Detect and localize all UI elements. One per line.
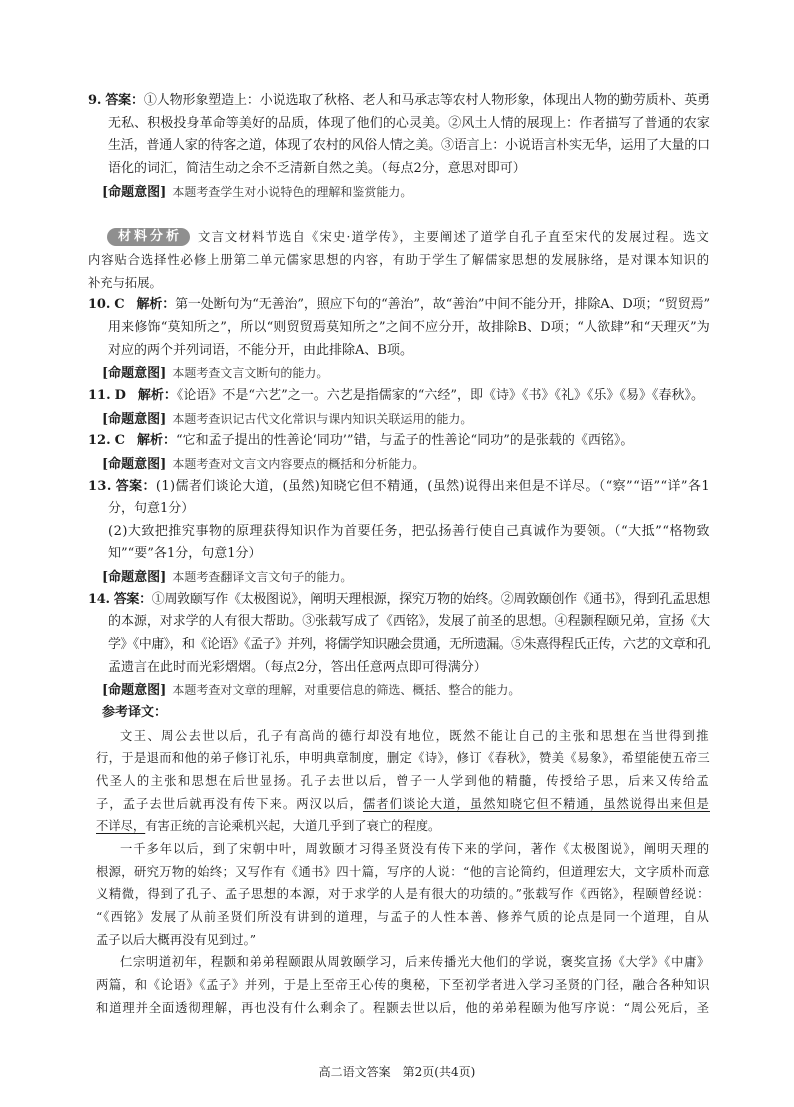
p2-line-1: 一千多年以后，到了宋朝中叶，周敦颐才习得圣贤没有传下来的学问，著作《太极图说》，阐明天理的: [120, 842, 710, 856]
p1-line-3: 代圣人的主张和思想在后世显扬。孔子去世以后，曾子一人学到他的精髓，传授给子思，后来又传给孟: [96, 774, 710, 789]
underlined-text: 不详尽，: [96, 819, 146, 834]
intent-text: 本题考查对文章的理解，对重要信息的筛选、概括、整合的能力。: [172, 683, 521, 698]
q14-line-1: [88, 589, 710, 612]
p1-line-5: [96, 815, 710, 838]
intent-label: [命题意图]: [102, 184, 167, 200]
answer-label: 答案：: [115, 478, 156, 494]
q13-intent: [102, 566, 794, 589]
q10-line-3: 对应的两个并列词语，不能分开，由此排除A、B项。: [108, 342, 413, 358]
q9-intent: [102, 181, 794, 204]
q13-line-4: 知”“要”各1分，句意1分）: [108, 546, 262, 562]
q9-line-1: [88, 90, 710, 113]
q9-line-3: 生活，普通人家的待客之道，体现了农村的风俗人情之美。③语言上：小说语言朴实无华，运用了大量的口: [108, 138, 710, 154]
question-number: 14.: [88, 591, 110, 607]
material-analysis-badge: 材料分析: [107, 228, 190, 246]
answer-choice: C: [114, 433, 125, 449]
analysis-text: “它和孟子提出的性善论‘同功’”错，与孟子的性善论“同功”的是张载的《西铭》。: [176, 433, 634, 449]
answer-text: ①人物形象塑造上：小说选取了秋格、老人和马承志等农村人物形象，体现出人物的勤劳质朴、英勇: [143, 93, 710, 108]
q14-intent: [102, 679, 794, 702]
q14-line-4: 孟遗言在此时而光彩熠熠。（每点2分，答出任意两点即可得满分）: [108, 659, 487, 675]
q9-line-4: 语化的词汇，简洁生动之余不乏清新自然之美。（每点2分，意思对即可）: [108, 160, 526, 176]
p2-line-3: 义精微，得到了孔子、孟子思想的本源，对于求学的人是有很大的功绩的。”张载写作《西铭》，程颐曾经说：: [96, 887, 710, 902]
intent-text: 本题考查文言文断句的能力。: [172, 366, 329, 381]
question-number: 11.: [88, 387, 111, 403]
q12-line-1: [88, 430, 710, 453]
q11-line-1: [88, 385, 710, 408]
q13-line-1: [88, 476, 710, 499]
question-number: 12.: [88, 433, 111, 449]
intent-text: 本题考查学生对小说特色的理解和鉴赏能力。: [172, 184, 413, 199]
p3-line-3: 和道理并全面透彻理解，再也没有什么剩余了。程颢去世以后，他的弟弟程颐为他写序说：“周公死后，圣: [96, 1000, 710, 1015]
intent-label: [命题意图]: [102, 456, 167, 472]
intent-label: [命题意图]: [102, 366, 167, 382]
material-text: 文言文材料节选自《宋史·道学传》，主要阐述了道学自孔子直至宋代的发展过程。选文: [198, 230, 710, 245]
q10-line-2: 用来修饰“莫知所之”，所以“则贸贸焉莫知所之”之间不应分开，故排除B、D项；“人欲肆”和“天理灭”为: [108, 319, 710, 335]
q10-line-1: [88, 294, 710, 317]
p2-line-4: “《西铭》发展了从前圣贤们所没有讲到的道理，与孟子的人性本善、修养气质的论点是同一个道理，自从: [96, 909, 710, 924]
translation-heading: 参考译文：: [102, 705, 168, 721]
p1-line-4: [96, 793, 710, 816]
p1-line-2: 行，于是退而和他的弟子修订礼乐，申明典章制度，删定《诗》，修订《春秋》，赞美《易象》，希望能使五帝三: [96, 751, 710, 766]
q9-line-2: 无私、积极投身革命等美好的品质，体现了他们的心灵美。②风土人情的展现上：作者描写了普通的农家: [108, 115, 710, 131]
p2-line-2: 根源，研究万物的始终；又写作有《通书》四十篇，写序的人说：“他的言论简约，但道理宏大，文字质朴而意: [96, 864, 710, 879]
q13-line-3: (2)大致把推究事物的原理获得知识作为首要任务，把弘扬善行使自己真诚作为要领。（“大抵”“格物致: [108, 523, 710, 539]
question-number: 10.: [88, 297, 111, 313]
q13-line-2: 分，句意1分）: [108, 501, 195, 517]
material-line-1: [107, 226, 710, 249]
answer-content: [0, 90, 794, 1019]
answer-label: 答案：: [105, 93, 144, 108]
question-number: 13.: [88, 478, 112, 494]
q10-intent: [102, 362, 794, 385]
question-number: 9.: [88, 93, 102, 108]
p3-line-2: 两篇，和《论语》《孟子》并列，于是上至帝王心传的奥秘，下至初学者进入学习圣贤的门径，融合各种知识: [96, 977, 710, 992]
intent-text: 本题考查对文言文内容要点的概括和分析能力。: [172, 456, 425, 471]
q12-intent: [102, 453, 794, 476]
intent-label: [命题意图]: [102, 570, 167, 586]
material-line-3: 补充与拓展。: [88, 275, 162, 290]
answer-choice: C: [114, 297, 125, 313]
answer-text: ①周敦颐写作《太极图说》，阐明天理根源，探究万物的始终。②周敦颐创作《通书》，得到孔孟思想: [151, 591, 710, 607]
intent-label: [命题意图]: [102, 411, 167, 427]
intent-text: 本题考查识记古代文化常识与课内知识关联运用的能力。: [172, 411, 473, 426]
analysis-text: 《论语》不是“六艺”之一。六艺是指儒家的“六经”，即《诗》《书》《礼》《乐》《易》《春秋》。: [176, 387, 705, 403]
q14-line-3: 学》《中庸》，和《论语》《孟子》并列，将儒学知识融会贯通，无所遗漏。⑤朱熹得程氏正传，六艺的文章和孔: [108, 637, 710, 653]
analysis-text: 第一处断句为“无善治”，照应下句的“善治”，故“善治”中间不能分开，排除A、D项；“贸贸焉”: [175, 297, 710, 313]
underlined-text: 儒者们谈论大道，虽然知晓它但不精通，虽然说得出来但是: [362, 796, 710, 811]
plain-text: 子，孟子去世后就再没有传下来。两汉以后，: [96, 796, 363, 811]
p2-line-5: 孟子以后大概再没有见到过。”: [96, 932, 256, 947]
plain-text: 有害正统的言论乘机兴起，大道几乎到了衰亡的程度。: [145, 819, 441, 834]
intent-label: [命题意图]: [102, 683, 167, 699]
p3-line-1: 仁宗明道初年，程颢和弟弟程颐跟从周敦颐学习，后来传播光大他们的学说，褒奖宣扬《大学》《中庸》: [120, 955, 710, 970]
p1-line-1: 文王、周公去世以后，孔子有高尚的德行却没有地位，既然不能让自己的主张和思想在当世得到推: [120, 728, 710, 743]
analysis-label: 解析：: [137, 387, 177, 403]
answer-label: 答案：: [113, 591, 152, 607]
analysis-label: 解析：: [136, 297, 176, 313]
answer-text: (1)儒者们谈论大道，(虽然)知晓它但不精通，(虽然)说得出来但是不详尽。（“察”“语”“详”各1: [155, 478, 710, 494]
material-line-2: 内容贴合选择性必修上册第二单元儒家思想的内容，有助于学生了解儒家思想的发展脉络，是对课本知识的: [88, 252, 710, 267]
intent-text: 本题考查翻译文言文句子的能力。: [172, 570, 353, 585]
page-footer: 高二语文答案 第2页(共4页): [318, 1065, 476, 1079]
q14-line-2: 的本源，对求学的人有很大帮助。③张载写成了《西铭》，发展了前圣的思想。④程颢程颐兄弟，宣扬《大: [108, 614, 710, 630]
answer-choice: D: [114, 387, 126, 403]
q11-intent: [102, 408, 794, 431]
analysis-label: 解析：: [136, 433, 176, 449]
